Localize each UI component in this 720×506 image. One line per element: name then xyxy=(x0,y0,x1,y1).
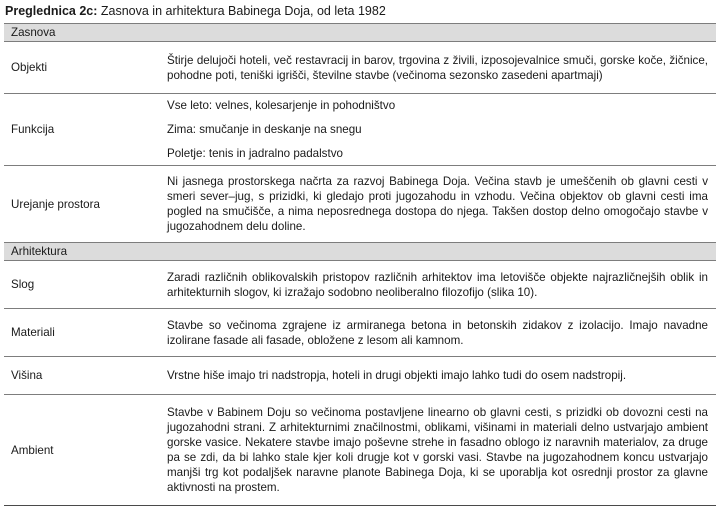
funkcija-line-vse-leto: Vse leto: velnes, kolesarjenje in pohodništvo xyxy=(167,99,396,112)
row-label-slog: Slog xyxy=(4,261,162,309)
row-label-funkcija: Funkcija xyxy=(4,94,162,166)
row-cell-funkcija xyxy=(162,94,716,166)
row-text-materiali: Stavbe so večinoma zgrajene iz armiranega betona in betonskih zidakov z izolacijo. Imajo navadne izolirane fasade ali fasade, obložene z lesom ali kamnom. xyxy=(162,309,716,357)
table-caption xyxy=(5,3,386,19)
architecture-table xyxy=(4,23,716,506)
row-text-ambient: Stavbe v Babinem Doju so večinoma postavljene linearno ob glavni cesti, s prizidki ob dovozni cesti na jugozahodni strani. Z arhitekturnimi značilnostmi, oblikami, višinami in materiali delno ustvarjajo ambient gorske vasice. Nekatere stavbe imajo poševne strehe in fasadno oblogo iz naravnih materialov, za druge pa se zdi, da bi lahko stale kjer koli drugje kot v gorski vasi. Stavbe na jugozahodnem koncu ustvarjajo manjši trg kot podaljšek naravne planote Babinega Doja, ki se uporablja kot osrednji prostor za glavne aktivnosti na prostem. xyxy=(162,395,716,506)
row-text-urejanje-prostora: Ni jasnega prostorskega načrta za razvoj Babinega Doja. Večina stavb je umeščenih ob glavni cesti v smeri sever–jug, s prizidki, ki gledajo proti jugozahodu in vzhodu. Večina objektov ob glavni cesti ima pogled na smučišče, a nima neposrednega dostopa do njega. Takšen dostop delno omogočajo stavbe v jugozahodnem delu doline. xyxy=(162,166,716,243)
section-title-arhitektura: Arhitektura xyxy=(4,243,162,261)
table-row-slog xyxy=(4,261,716,309)
table-row-funkcija xyxy=(4,94,716,166)
table-row-materiali xyxy=(4,309,716,357)
section-header-arhitektura xyxy=(4,243,716,261)
caption-label: Preglednica 2c: xyxy=(5,4,98,18)
row-label-materiali: Materiali xyxy=(4,309,162,357)
table-row-urejanje-prostora xyxy=(4,166,716,243)
row-label-ambient: Ambient xyxy=(4,395,162,506)
row-text-visina: Vrstne hiše imajo tri nadstropja, hoteli in drugi objekti imajo lahko tudi do osem nadstropij. xyxy=(162,357,716,395)
row-label-visina: Višina xyxy=(4,357,162,395)
table-row-visina xyxy=(4,357,716,395)
section-header-zasnova xyxy=(4,24,716,42)
row-text-objekti: Štirje delujoči hoteli, več restavracij in barov, trgovina z živili, izposojevalnice smuči, gorske koče, žičnice, pohodne poti, teniški igrišči, številne stavbe (večinoma sezonsko zasedeni apartmaji) xyxy=(162,42,716,94)
row-label-urejanje-prostora: Urejanje prostora xyxy=(4,166,162,243)
table-row-objekti xyxy=(4,42,716,94)
table-row-ambient xyxy=(4,395,716,506)
funkcija-line-poletje: Poletje: tenis in jadralno padalstvo xyxy=(167,147,343,160)
row-text-slog: Zaradi različnih oblikovalskih pristopov različnih arhitektov ima letovišče objekte najrazličnejših oblik in arhitekturnih slogov, ki izražajo sodobno neoliberalno filozofijo (slika 10). xyxy=(162,261,716,309)
row-label-objekti: Objekti xyxy=(4,42,162,94)
section-title-zasnova: Zasnova xyxy=(4,24,162,42)
funkcija-line-zima: Zima: smučanje in deskanje na snegu xyxy=(167,123,362,136)
caption-text: Zasnova in arhitektura Babinega Doja, od leta 1982 xyxy=(97,4,386,18)
